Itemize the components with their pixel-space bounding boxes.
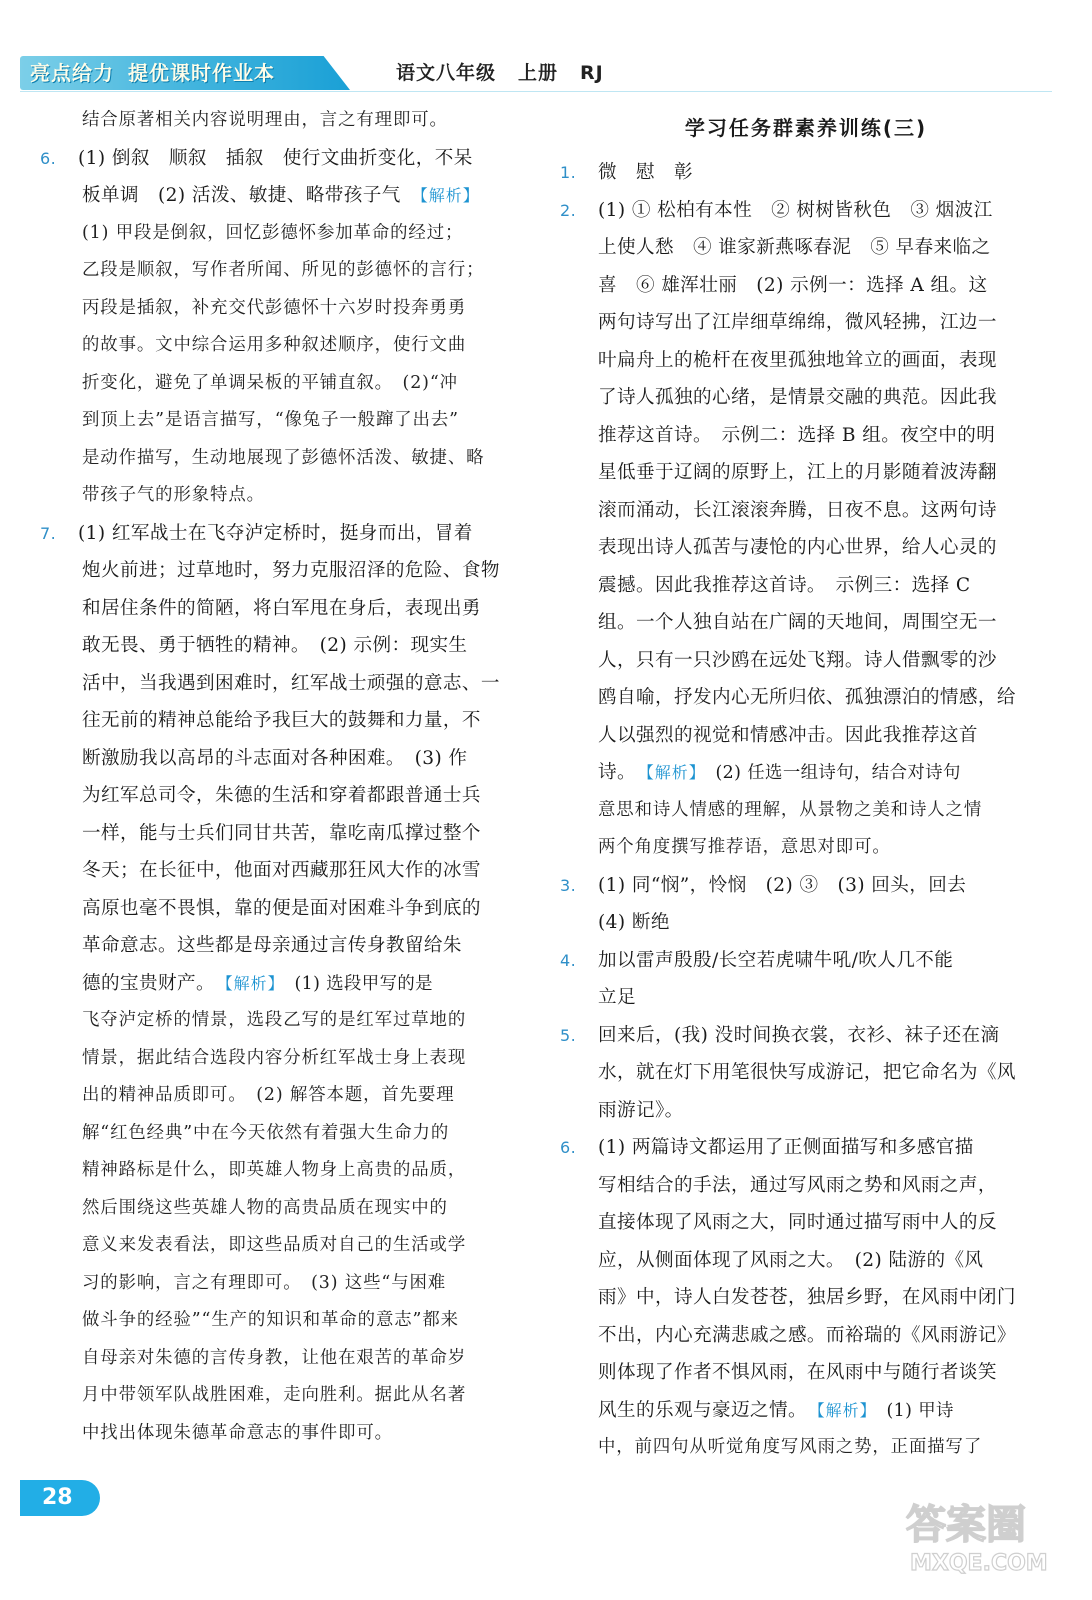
line-text: 的故事。文中综合运用多种叙述顺序，使行文曲: [82, 335, 467, 355]
text-line: [560, 529, 1052, 567]
line-text: 丙段是插叙，补充交代彭德怀十六岁时投奔勇勇: [82, 297, 467, 318]
line-text: 精神路标是什么，即英雄人物身上高贵的品质，: [82, 1160, 467, 1180]
header-divider: [20, 91, 1052, 92]
text-line: [40, 1302, 532, 1340]
text-line: [560, 942, 1052, 980]
text-line: [40, 927, 532, 965]
line-text: 革命意志。这些都是母亲通过言传身教留给朱: [82, 935, 462, 956]
line-text-after: (1) 甲诗: [868, 1400, 954, 1421]
line-text: 写相结合的手法，通过写风雨之势和风雨之声，: [598, 1174, 997, 1196]
text-line: [560, 342, 1052, 380]
text-line: [40, 515, 532, 553]
line-text: 为红军总司令，朱德的生活和穿着都跟普通士兵: [82, 785, 481, 806]
text-line: [40, 665, 532, 703]
text-line: [560, 1054, 1052, 1092]
line-text: 加以雷声殷殷/长空若虎啸牛吼/吹人几不能: [598, 949, 954, 971]
line-text: (1) 红军战士在飞夺泸定桥时，挺身而出，冒着: [78, 522, 473, 544]
line-text: 应，从侧面体现了风雨之大。 (2) 陆游的《风: [598, 1249, 984, 1271]
line-text: 折变化，避免了单调呆板的平铺直叙。 (2)“冲: [82, 372, 458, 393]
line-text: (1) 同“悯”，怜悯 (2) ③ (3) 回头，回去: [598, 874, 967, 896]
question-number: 6.: [40, 148, 57, 168]
line-text: (1) 甲段是倒叙，回忆彭德怀参加革命的经过；: [82, 222, 464, 243]
line-text: 高原也毫不畏惧，靠的便是面对困难斗争到底的: [82, 897, 481, 919]
brand-title-part1: 亮点给力: [30, 61, 114, 85]
brand-title: [30, 57, 275, 89]
line-text: 敢无畏、勇于牺牲的精神。 (2) 示例：现实生: [82, 635, 468, 656]
line-text: 带孩子气的形象特点。: [82, 485, 265, 505]
line-text: 中，前四句从听觉角度写风雨之势，正面描写了: [598, 1437, 983, 1457]
text-line: [560, 192, 1052, 230]
text-line: [560, 154, 1052, 192]
line-text: 表现出诗人孤苦与凄怆的内心世界，给人心灵的: [598, 537, 997, 558]
subject-info: [396, 57, 626, 89]
line-text: (1) ① 松柏有本性 ② 树树皆秋色 ③ 烟波江: [598, 199, 993, 221]
line-text: 微 慰 彰: [598, 162, 693, 183]
text-line: [40, 815, 532, 853]
text-line: [560, 754, 1052, 792]
question-number: 5.: [560, 1025, 577, 1045]
page-number: 28: [20, 1480, 100, 1516]
svg-text:MXQE.COM: MXQE.COM: [910, 1551, 1048, 1576]
line-text: 人以强烈的视觉和情感冲击。因此我推荐这首: [598, 724, 978, 746]
text-line: [40, 140, 532, 178]
text-line: [560, 379, 1052, 417]
analysis-tag: 【解析】: [645, 763, 698, 782]
volume-label: 上册: [518, 62, 559, 84]
left-column: [40, 102, 532, 1452]
line-text: 喜 ⑥ 雄浑壮丽 (2) 示例一：选择 A 组。这: [598, 274, 988, 296]
line-text: (1) 两篇诗文都运用了正侧面描写和多感官描: [598, 1137, 974, 1158]
line-text: 活中，当我遇到困难时，红军战士顽强的意志、一: [82, 672, 500, 694]
section-title: 学习任务群素养训练(三): [684, 116, 928, 140]
text-line: [560, 1354, 1052, 1392]
line-text: 震撼。因此我推荐这首诗。 示例三：选择 C: [598, 574, 971, 596]
line-text: 两个角度撰写推荐语，意思对即可。: [598, 837, 891, 857]
line-text: (1) 倒叙 顺叙 插叙 使行文曲折变化，不呆: [78, 147, 473, 169]
text-line: [560, 567, 1052, 605]
text-line: [560, 829, 1052, 867]
text-line: [560, 904, 1052, 942]
text-line: [560, 604, 1052, 642]
text-line: [560, 717, 1052, 755]
line-text: 解“红色经典”中在今天依然有着强大生命力的: [82, 1122, 450, 1143]
text-line: [40, 890, 532, 928]
line-text-after: (1) 选段甲写的是: [276, 973, 433, 994]
line-text: 情景，据此结合选段内容分析红军战士身上表现: [82, 1047, 467, 1068]
text-line: [40, 1340, 532, 1378]
text-line: [40, 290, 532, 328]
line-text: 滚而涌动，长江滚滚奔腾，日夜不息。这两句诗: [598, 499, 997, 521]
text-line: [40, 1002, 532, 1040]
line-text: 意义来发表看法，即这些品质对自己的生活或学: [82, 1235, 467, 1255]
subject-label: 语文八年级: [396, 62, 497, 84]
line-text: 习的影响，言之有理即可。 (3) 这些“与困难: [82, 1272, 447, 1293]
line-text: 往无前的精神总能给予我巨大的鼓舞和力量，不: [82, 710, 481, 731]
line-text: 不出，内心充满悲戚之感。而裕瑞的《风雨游记》: [598, 1324, 1016, 1346]
line-text: 意思和诗人情感的理解，从景物之美和诗人之情: [598, 799, 983, 820]
text-line: [40, 740, 532, 778]
line-text: 风生的乐观与豪迈之情。: [598, 1399, 817, 1421]
line-text: 中找出体现朱德革命意志的事件即可。: [82, 1422, 393, 1443]
line-text: 断激励我以高昂的斗志面对各种困难。 (3) 作: [82, 747, 468, 769]
line-text: 组。一个人独自站在广阔的天地间，周围空无一: [598, 612, 997, 633]
line-text: 鸥自喻，抒发内心无所归依、孤独漂泊的情感，给: [598, 687, 1016, 708]
line-text: 雨》中，诗人白发苍苍，独居乡野，在风雨中闭门: [598, 1287, 1016, 1308]
line-text: 人，只有一只沙鸥在远处飞翔。诗人借飘零的沙: [598, 649, 997, 671]
page-header: [0, 0, 1092, 100]
text-line: [560, 454, 1052, 492]
text-line: [40, 215, 532, 253]
text-line: [40, 402, 532, 440]
line-text: 德的宝贵财产。: [82, 972, 225, 994]
line-text: 乙段是顺叙，写作者所闻、所见的彭德怀的言行；: [82, 260, 485, 280]
line-text: 上使人愁 ④ 谁家新燕啄春泥 ⑤ 早春来临之: [598, 237, 991, 258]
line-text: 炮火前进；过草地时，努力克服沼泽的危险、食物: [82, 560, 500, 581]
line-text: 两句诗写出了江岸细草绵绵，微风轻拂，江边一: [598, 312, 997, 333]
text-line: [560, 867, 1052, 905]
text-line: [560, 1167, 1052, 1205]
text-line: [560, 1017, 1052, 1055]
text-line: [560, 417, 1052, 455]
line-text: 然后围绕这些英雄人物的高贵品质在现实中的: [82, 1197, 448, 1218]
text-line: [40, 1115, 532, 1153]
svg-text:答案圈: 答案圈: [906, 1502, 1026, 1548]
text-line: [40, 777, 532, 815]
text-line: [560, 1129, 1052, 1167]
text-line: [560, 229, 1052, 267]
text-line: [560, 792, 1052, 830]
line-text: 月中带领军队战胜困难，走向胜利。据此从名著: [82, 1385, 467, 1405]
text-line: [560, 1392, 1052, 1430]
line-text: 一样，能与士兵们同甘共苦，靠吃南瓜撑过整个: [82, 822, 481, 844]
line-text: 回来后，(我) 没时间换衣裳，衣衫、袜子还在滴: [598, 1024, 1000, 1046]
line-text: 叶扁舟上的桅杆在夜里孤独地耸立的画面，表现: [598, 349, 997, 371]
line-text: 立足: [598, 987, 636, 1008]
line-text: 飞夺泸定桥的情景，选段乙写的是红军过草地的: [82, 1010, 467, 1030]
line-text: 自母亲对朱德的言传身教，让他在艰苦的革命岁: [82, 1347, 467, 1368]
text-line: [40, 252, 532, 290]
line-text: 出的精神品质即可。 (2) 解答本题，首先要理: [82, 1085, 455, 1105]
line-text: 诗。: [598, 762, 646, 783]
text-line: [40, 590, 532, 628]
line-text: 和居住条件的简陋，将白军甩在身后，表现出勇: [82, 597, 481, 619]
text-line: [40, 1077, 532, 1115]
text-line: [560, 1429, 1052, 1467]
text-line: [40, 1152, 532, 1190]
text-line: [40, 627, 532, 665]
text-line: [560, 1242, 1052, 1280]
line-text: 冬天；在长征中，他面对西藏那狂风大作的冰雪: [82, 860, 481, 881]
analysis-tag: 【解析】: [419, 186, 480, 205]
text-line: [40, 1190, 532, 1228]
text-line: [560, 1092, 1052, 1130]
text-line: [40, 1227, 532, 1265]
watermark-logo: [896, 1486, 1066, 1586]
line-text: 是动作描写，生动地展现了彭德怀活泼、敏捷、略: [82, 447, 485, 468]
text-line: [560, 679, 1052, 717]
edition-label: RJ: [580, 62, 604, 84]
text-line: [40, 965, 532, 1003]
text-line: [40, 440, 532, 478]
text-line: [40, 327, 532, 365]
right-column-body: [560, 154, 1052, 1467]
analysis-tag: 【解析】: [816, 1400, 869, 1420]
line-text: 到顶上去”是语言描写，“像兔子一般蹿了出去”: [82, 410, 459, 430]
text-line: [40, 552, 532, 590]
line-text: 星低垂于辽阔的原野上，江上的月影随着波涛翻: [598, 462, 997, 483]
text-line: [40, 477, 532, 515]
text-line: [560, 304, 1052, 342]
line-text: 结合原著相关内容说明理由，言之有理即可。: [82, 110, 448, 130]
line-text: 了诗人孤独的心绪，是情景交融的典范。因此我: [598, 387, 997, 408]
brand-title-part2: 提优课时作业本: [128, 61, 275, 85]
text-line: [40, 1377, 532, 1415]
text-line: [40, 102, 532, 140]
line-text: 直接体现了风雨之大，同时通过描写雨中人的反: [598, 1212, 997, 1233]
line-text: 板单调 (2) 活泼、敏捷、略带孩子气: [82, 185, 420, 206]
analysis-tag: 【解析】: [224, 973, 277, 993]
line-text: 做斗争的经验”“生产的知识和革命的意志”都来: [82, 1310, 459, 1330]
text-line: [40, 852, 532, 890]
question-number: 6.: [560, 1138, 577, 1157]
line-text: (4) 断绝: [598, 912, 670, 933]
text-line: [560, 1317, 1052, 1355]
text-line: [40, 1040, 532, 1078]
text-line: [560, 267, 1052, 305]
text-line: [560, 492, 1052, 530]
question-number: 1.: [560, 163, 577, 182]
question-number: 3.: [560, 875, 577, 895]
text-line: [40, 702, 532, 740]
text-line: [560, 1279, 1052, 1317]
text-line: [40, 1265, 532, 1303]
text-line: [40, 365, 532, 403]
text-line: [40, 177, 532, 215]
line-text-after: (2) 任选一组诗句，结合对诗句: [697, 763, 961, 783]
text-line: [40, 1415, 532, 1453]
question-number: 7.: [40, 523, 57, 543]
line-text: 水，就在灯下用笔很快写成游记，把它命名为《风: [598, 1062, 1016, 1083]
right-column: [560, 102, 1052, 1467]
text-line: [560, 1204, 1052, 1242]
question-number: 4.: [560, 950, 577, 970]
question-number: 2.: [560, 200, 577, 220]
text-line: [560, 979, 1052, 1017]
line-text: 雨游记》。: [598, 1099, 684, 1121]
line-text: 推荐这首诗。 示例二：选择 B 组。夜空中的明: [598, 424, 996, 446]
text-line: [560, 642, 1052, 680]
line-text: 则体现了作者不惧风雨，在风雨中与随行者谈笑: [598, 1362, 997, 1383]
